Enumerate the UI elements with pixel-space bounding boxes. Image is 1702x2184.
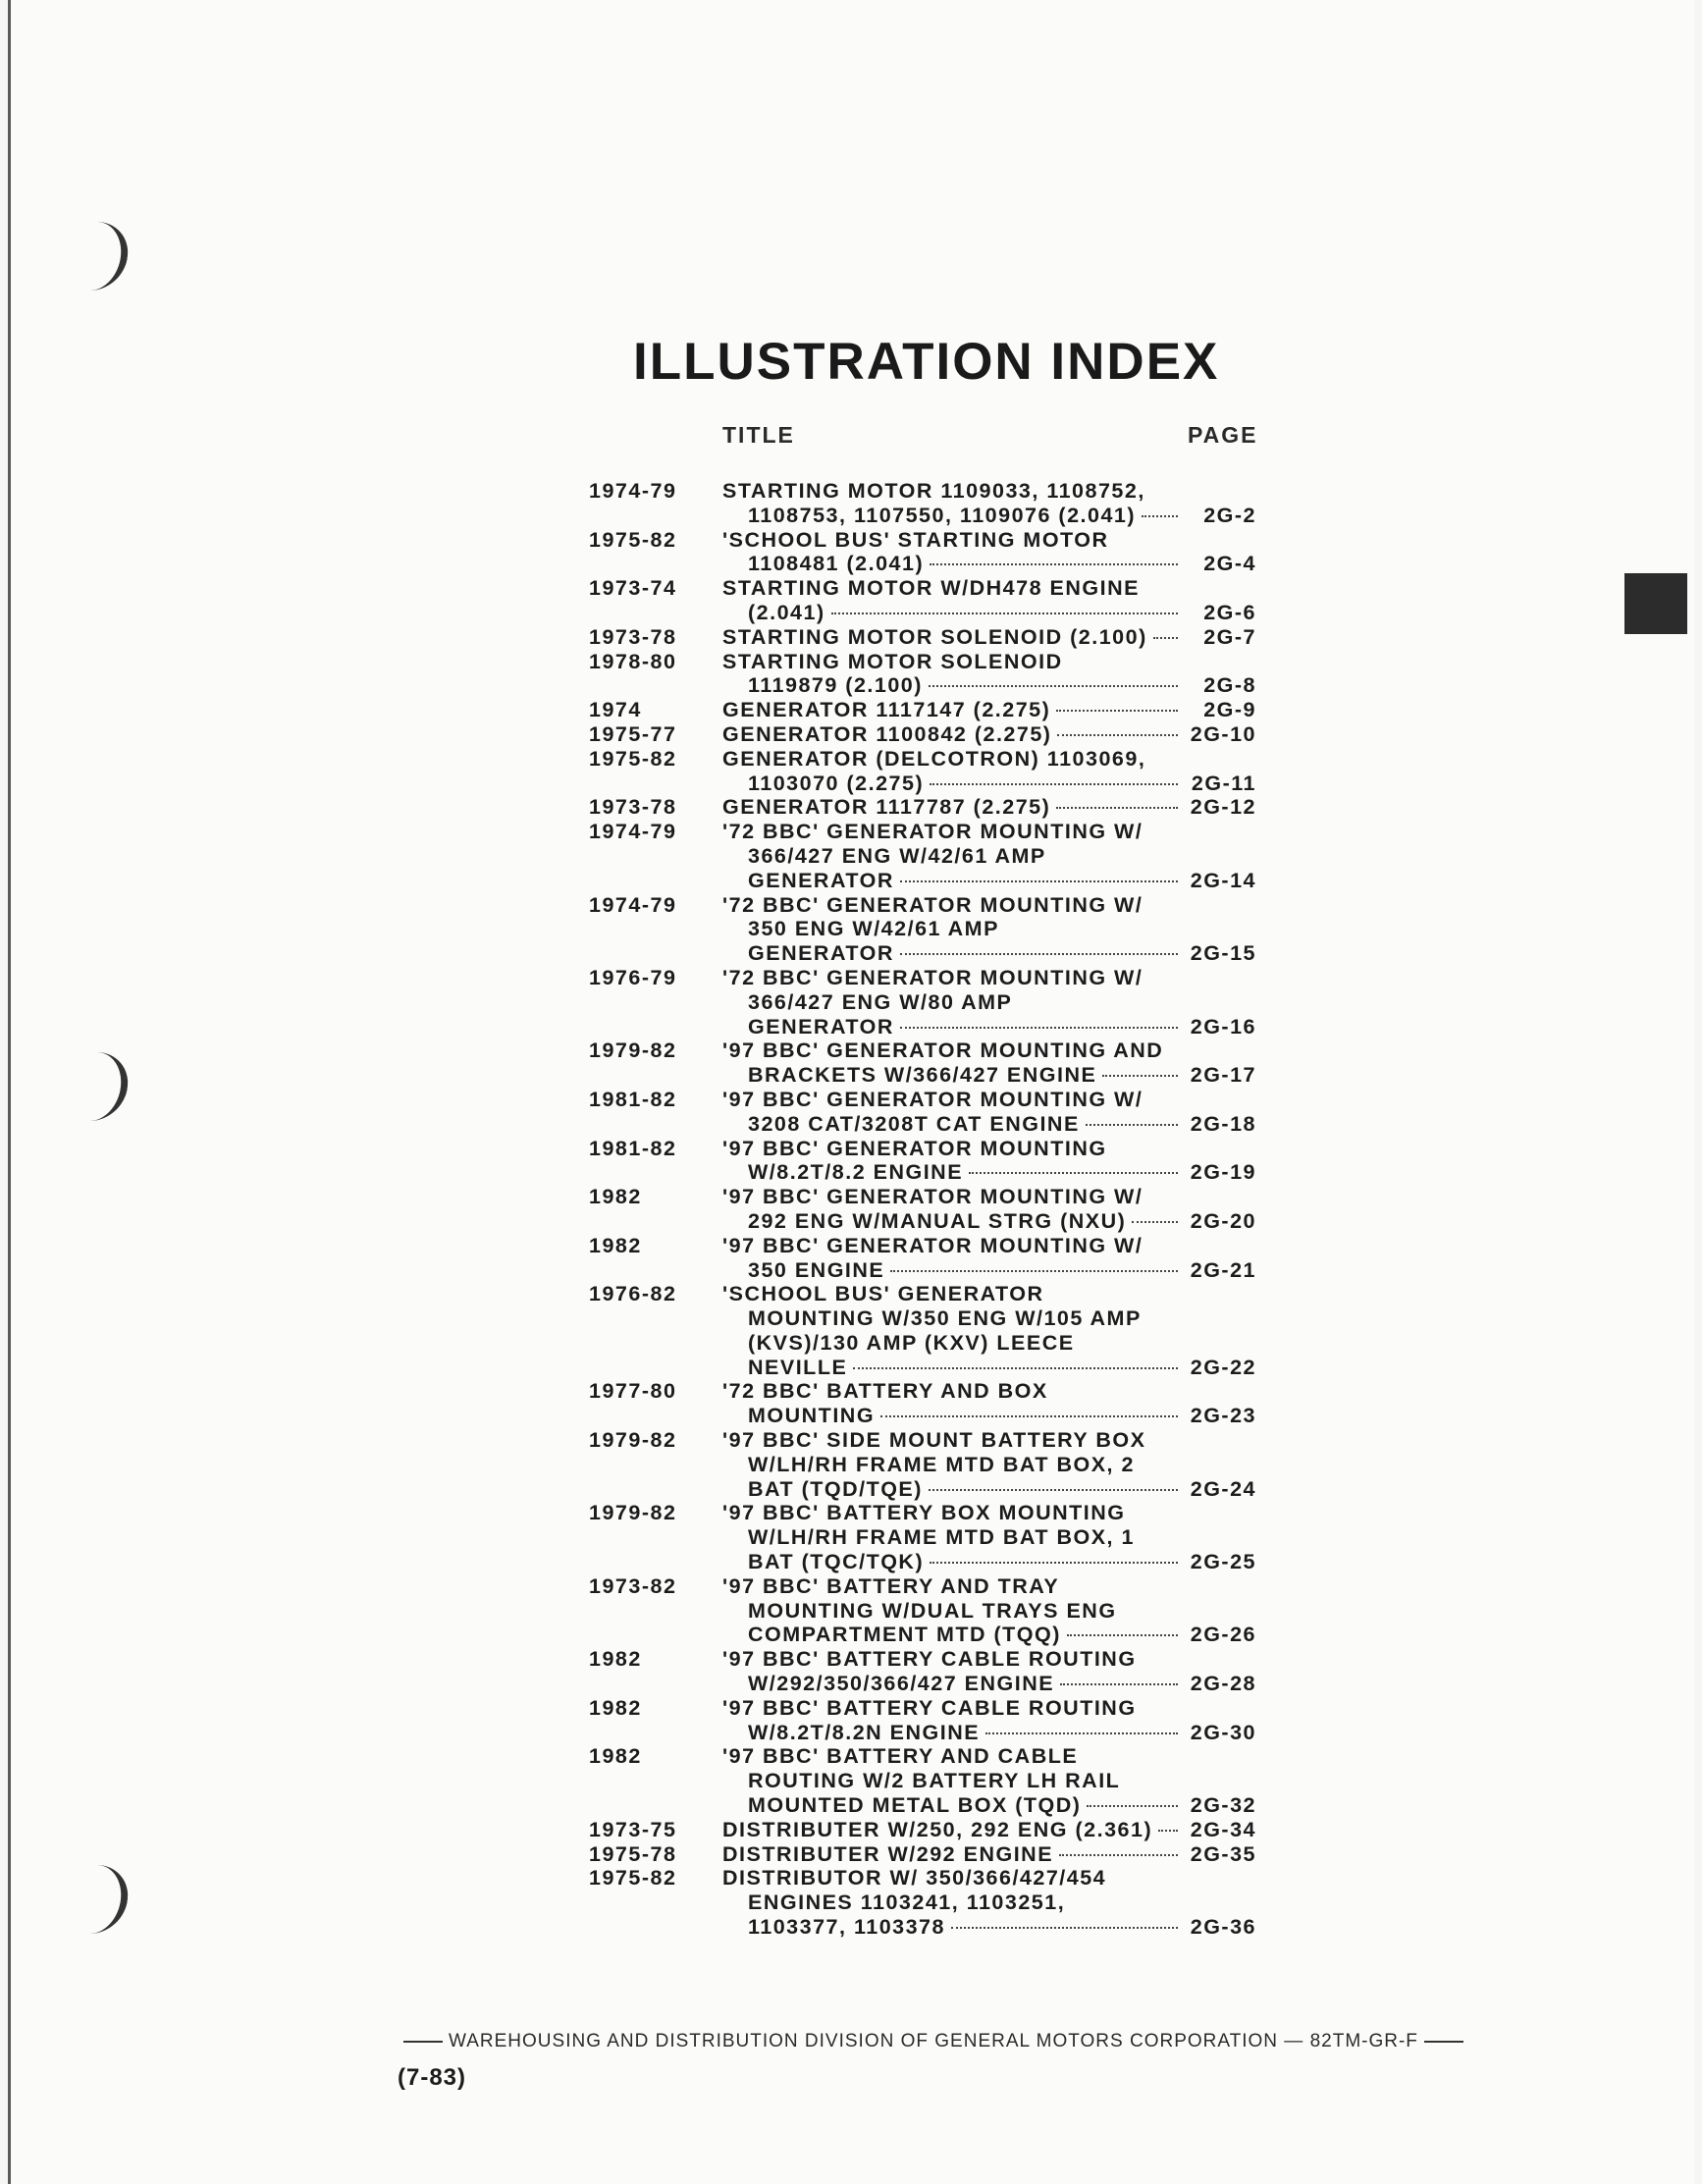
dot-leader xyxy=(1132,1221,1178,1223)
dot-leader xyxy=(1057,734,1178,736)
entry-year: 1975-82 xyxy=(589,1866,677,1891)
index-entry xyxy=(589,893,1256,966)
punch-hole-mark xyxy=(78,1865,131,1934)
dot-leader xyxy=(969,1172,1178,1174)
dot-leader xyxy=(985,1732,1178,1734)
footer-text: WAREHOUSING AND DISTRIBUTION DIVISION OF GENERAL MOTORS CORPORATION — 82TM-GR-F xyxy=(449,2031,1418,2051)
revision-date: (7-83) xyxy=(398,2064,467,2091)
entry-line xyxy=(722,1623,1256,1647)
entry-description xyxy=(722,1696,1256,1745)
entry-title-text: W/8.2T/8.2N ENGINE xyxy=(748,1720,981,1744)
entry-page-number: 2G-23 xyxy=(1190,1404,1256,1428)
entry-title-text: MOUNTING W/350 ENG W/105 AMP xyxy=(748,1306,1142,1331)
entry-title-text: MOUNTING W/DUAL TRAYS ENG xyxy=(748,1598,1117,1623)
entry-line xyxy=(722,1088,1256,1112)
entry-description xyxy=(722,893,1256,966)
entry-title-text: GENERATOR 1117147 (2.275) xyxy=(722,698,1051,722)
entry-line xyxy=(722,869,1256,893)
entry-title-text: DISTRIBUTOR W/ 350/366/427/454 xyxy=(722,1866,1107,1891)
entry-line xyxy=(722,1574,1256,1599)
entry-page-number: 2G-25 xyxy=(1190,1550,1256,1574)
entry-title-text: BRACKETS W/366/427 ENGINE xyxy=(748,1063,1097,1088)
entry-title-text: W/LH/RH FRAME MTD BAT BOX, 1 xyxy=(748,1525,1135,1550)
dot-leader xyxy=(1060,1683,1178,1685)
entry-description xyxy=(722,1088,1256,1137)
entry-title-text: 3208 CAT/3208T CAT ENGINE xyxy=(748,1111,1080,1136)
entry-year: 1979-82 xyxy=(589,1501,677,1525)
entry-page-number: 2G-32 xyxy=(1190,1793,1256,1818)
entry-page-number: 2G-30 xyxy=(1190,1720,1256,1744)
entry-title-text: 350 ENG W/42/61 AMP xyxy=(748,917,999,941)
entry-year: 1973-78 xyxy=(589,795,677,820)
entry-title-text: GENERATOR xyxy=(748,868,894,892)
entry-title-text: MOUNTING xyxy=(748,1404,876,1428)
entry-line xyxy=(722,1525,1256,1550)
dot-leader xyxy=(951,1927,1178,1929)
entry-year: 1982 xyxy=(589,1185,642,1209)
dot-leader xyxy=(1158,1830,1178,1832)
entry-title-text: W/292/350/366/427 ENGINE xyxy=(748,1672,1055,1696)
index-entry xyxy=(589,1501,1256,1573)
index-entry xyxy=(589,1818,1256,1842)
entry-line xyxy=(722,747,1256,772)
entry-line xyxy=(722,1039,1256,1063)
index-entry xyxy=(589,1039,1256,1088)
entry-line xyxy=(722,1769,1256,1793)
index-list xyxy=(589,479,1256,1940)
entry-description xyxy=(722,1379,1256,1428)
entry-line xyxy=(722,722,1256,747)
entry-description xyxy=(722,1647,1256,1696)
entry-title-text: '72 BBC' GENERATOR MOUNTING W/ xyxy=(722,820,1144,844)
entry-line xyxy=(722,1550,1256,1574)
entry-title-text: COMPARTMENT MTD (TQQ) xyxy=(748,1623,1061,1647)
entry-page-number: 2G-22 xyxy=(1190,1355,1256,1379)
index-entry xyxy=(589,795,1256,820)
entry-title-text: 350 ENGINE xyxy=(748,1257,885,1282)
entry-description xyxy=(722,966,1256,1039)
index-entry xyxy=(589,576,1256,625)
entry-line xyxy=(722,1915,1256,1940)
entry-line xyxy=(722,698,1256,722)
entry-description xyxy=(722,1282,1256,1379)
entry-title-text: '97 BBC' BATTERY AND TRAY xyxy=(722,1573,1060,1598)
entry-title-text: NEVILLE xyxy=(748,1355,848,1379)
entry-description xyxy=(722,1842,1256,1867)
entry-line xyxy=(722,1696,1256,1721)
entry-title-text: GENERATOR xyxy=(748,1014,894,1039)
dot-leader xyxy=(1056,807,1178,809)
entry-year: 1982 xyxy=(589,1744,642,1769)
entry-year: 1979-82 xyxy=(589,1428,677,1453)
entry-line xyxy=(722,1866,1256,1891)
entry-description xyxy=(722,722,1256,747)
entry-page-number: 2G-9 xyxy=(1203,698,1256,722)
entry-line xyxy=(722,1818,1256,1842)
entry-year: 1973-78 xyxy=(589,624,677,649)
entry-page-number: 2G-17 xyxy=(1190,1063,1256,1088)
entry-line xyxy=(722,990,1256,1015)
entry-description xyxy=(722,698,1256,722)
entry-page-number: 2G-28 xyxy=(1190,1672,1256,1696)
entry-title-text: STARTING MOTOR SOLENOID xyxy=(722,649,1063,673)
entry-year: 1974-79 xyxy=(589,892,677,917)
index-entry xyxy=(589,650,1256,699)
entry-title-text: 366/427 ENG W/80 AMP xyxy=(748,989,1013,1014)
index-entry xyxy=(589,1842,1256,1867)
entry-page-number: 2G-11 xyxy=(1191,771,1256,795)
column-header-title: TITLE xyxy=(722,422,795,448)
entry-title-text: '97 BBC' BATTERY BOX MOUNTING xyxy=(722,1501,1126,1525)
entry-title-text: '72 BBC' GENERATOR MOUNTING W/ xyxy=(722,965,1144,989)
entry-title-text: 'SCHOOL BUS' STARTING MOTOR xyxy=(722,527,1109,552)
footer-rule xyxy=(403,2041,443,2043)
index-entry xyxy=(589,1696,1256,1745)
entry-line xyxy=(722,1356,1256,1380)
punch-hole-mark xyxy=(78,1052,131,1121)
entry-description xyxy=(722,1185,1256,1234)
entry-description xyxy=(722,650,1256,699)
entry-description xyxy=(722,1866,1256,1939)
entry-line xyxy=(722,1744,1256,1769)
entry-title-text: STARTING MOTOR 1109033, 1108752, xyxy=(722,479,1145,503)
entry-year: 1974-79 xyxy=(589,479,677,503)
dot-leader xyxy=(1086,1124,1178,1126)
entry-title-text: '97 BBC' BATTERY AND CABLE xyxy=(722,1744,1079,1769)
entry-line xyxy=(722,1379,1256,1404)
entry-line xyxy=(722,1891,1256,1915)
entry-line xyxy=(722,1137,1256,1161)
entry-line xyxy=(722,893,1256,918)
index-entry xyxy=(589,1428,1256,1501)
entry-line xyxy=(722,844,1256,869)
entry-description xyxy=(722,1428,1256,1501)
entry-year: 1974-79 xyxy=(589,820,677,844)
entry-title-text: 1103377, 1103378 xyxy=(748,1915,945,1940)
entry-page-number: 2G-10 xyxy=(1190,721,1256,746)
entry-title-text: GENERATOR xyxy=(748,941,894,966)
entry-line xyxy=(722,1428,1256,1453)
index-entry xyxy=(589,1137,1256,1186)
entry-year: 1975-77 xyxy=(589,721,677,746)
entry-title-text: ENGINES 1103241, 1103251, xyxy=(748,1891,1066,1915)
entry-title-text: STARTING MOTOR SOLENOID (2.100) xyxy=(722,624,1147,649)
index-entry xyxy=(589,820,1256,892)
index-entry xyxy=(589,1379,1256,1428)
entry-line xyxy=(722,1842,1256,1867)
entry-description xyxy=(722,576,1256,625)
entry-title-text: BAT (TQC/TQK) xyxy=(748,1550,925,1574)
entry-title-text: STARTING MOTOR W/DH478 ENGINE xyxy=(722,576,1140,601)
entry-year: 1982 xyxy=(589,1233,642,1257)
entry-line xyxy=(722,1234,1256,1258)
entry-page-number: 2G-24 xyxy=(1190,1476,1256,1501)
entry-title-text: W/8.2T/8.2 ENGINE xyxy=(748,1160,964,1185)
entry-page-number: 2G-2 xyxy=(1203,503,1256,527)
entry-line xyxy=(722,941,1256,966)
entry-line xyxy=(722,1112,1256,1137)
index-entry xyxy=(589,1647,1256,1696)
entry-line xyxy=(722,528,1256,553)
entry-title-text: BAT (TQD/TQE) xyxy=(748,1476,923,1501)
page-title: ILLUSTRATION INDEX xyxy=(633,333,1220,391)
entry-line xyxy=(722,772,1256,796)
index-entry xyxy=(589,1185,1256,1234)
entry-line xyxy=(722,1672,1256,1696)
entry-line xyxy=(722,1015,1256,1039)
dot-leader xyxy=(929,1489,1178,1491)
entry-line xyxy=(722,552,1256,576)
entry-title-text: '97 BBC' GENERATOR MOUNTING W/ xyxy=(722,1233,1144,1257)
entry-line xyxy=(722,1647,1256,1672)
entry-page-number: 2G-34 xyxy=(1190,1817,1256,1841)
column-header-page: PAGE xyxy=(1188,422,1258,448)
entry-line xyxy=(722,1477,1256,1502)
entry-year: 1976-79 xyxy=(589,965,677,989)
entry-page-number: 2G-15 xyxy=(1190,941,1256,966)
index-entry xyxy=(589,747,1256,796)
dot-leader xyxy=(1087,1805,1178,1807)
footer-rule xyxy=(1424,2041,1463,2043)
entry-year: 1976-82 xyxy=(589,1282,677,1306)
index-entry xyxy=(589,966,1256,1039)
dot-leader xyxy=(900,880,1178,882)
entry-line xyxy=(722,1282,1256,1306)
entry-year: 1981-82 xyxy=(589,1087,677,1111)
entry-year: 1979-82 xyxy=(589,1039,677,1063)
entry-line xyxy=(722,917,1256,941)
entry-title-text: (2.041) xyxy=(748,600,825,624)
entry-line xyxy=(722,625,1256,650)
dot-leader xyxy=(831,613,1178,614)
entry-year: 1975-78 xyxy=(589,1841,677,1866)
entry-line xyxy=(722,650,1256,674)
entry-line xyxy=(722,576,1256,601)
entry-year: 1981-82 xyxy=(589,1136,677,1160)
entry-description xyxy=(722,625,1256,650)
entry-title-text: 1119879 (2.100) xyxy=(748,673,923,698)
entry-line xyxy=(722,1501,1256,1525)
entry-description xyxy=(722,1234,1256,1283)
entry-description xyxy=(722,528,1256,577)
entry-page-number: 2G-36 xyxy=(1190,1915,1256,1940)
entry-title-text: 1108481 (2.041) xyxy=(748,552,925,576)
entry-title-text: 292 ENG W/MANUAL STRG (NXU) xyxy=(748,1208,1127,1233)
entry-description xyxy=(722,479,1256,528)
entry-title-text: MOUNTED METAL BOX (TQD) xyxy=(748,1793,1082,1818)
entry-page-number: 2G-19 xyxy=(1190,1160,1256,1185)
index-entry xyxy=(589,722,1256,747)
entry-title-text: 'SCHOOL BUS' GENERATOR xyxy=(722,1282,1044,1306)
entry-year: 1975-82 xyxy=(589,746,677,771)
entry-title-text: '97 BBC' BATTERY CABLE ROUTING xyxy=(722,1647,1137,1672)
entry-line xyxy=(722,1599,1256,1624)
entry-title-text: '97 BBC' GENERATOR MOUNTING xyxy=(722,1136,1107,1160)
entry-page-number: 2G-8 xyxy=(1203,673,1256,698)
dot-leader xyxy=(930,563,1178,565)
index-entry xyxy=(589,1744,1256,1817)
entry-line xyxy=(722,1721,1256,1745)
index-entry xyxy=(589,1088,1256,1137)
entry-page-number: 2G-4 xyxy=(1203,552,1256,576)
entry-title-text: '97 BBC' BATTERY CABLE ROUTING xyxy=(722,1695,1137,1720)
entry-line xyxy=(722,1306,1256,1331)
entry-description xyxy=(722,1039,1256,1088)
entry-title-text: '97 BBC' GENERATOR MOUNTING W/ xyxy=(722,1185,1144,1209)
dot-leader xyxy=(853,1367,1178,1369)
index-entry xyxy=(589,1234,1256,1283)
entry-description xyxy=(722,1137,1256,1186)
dot-leader xyxy=(890,1270,1178,1272)
entry-line xyxy=(722,966,1256,990)
entry-year: 1977-80 xyxy=(589,1379,677,1404)
entry-page-number: 2G-7 xyxy=(1203,624,1256,649)
entry-title-text: GENERATOR 1117787 (2.275) xyxy=(722,795,1051,820)
dot-leader xyxy=(1153,637,1178,639)
entry-year: 1982 xyxy=(589,1695,642,1720)
dot-leader xyxy=(1142,515,1178,517)
entry-title-text: 366/427 ENG W/42/61 AMP xyxy=(748,843,1046,868)
entry-page-number: 2G-18 xyxy=(1190,1111,1256,1136)
index-entry xyxy=(589,1282,1256,1379)
entry-line xyxy=(722,479,1256,504)
entry-title-text: '72 BBC' BATTERY AND BOX xyxy=(722,1379,1048,1404)
entry-line xyxy=(722,795,1256,820)
dot-leader xyxy=(900,953,1178,955)
index-entry xyxy=(589,698,1256,722)
entry-year: 1973-75 xyxy=(589,1817,677,1841)
entry-year: 1982 xyxy=(589,1647,642,1672)
entry-title-text: 1108753, 1107550, 1109076 (2.041) xyxy=(748,503,1137,527)
entry-title-text: '97 BBC' GENERATOR MOUNTING AND xyxy=(722,1039,1164,1063)
entry-page-number: 2G-35 xyxy=(1190,1841,1256,1866)
entry-line xyxy=(722,1793,1256,1818)
entry-page-number: 2G-12 xyxy=(1190,795,1256,820)
entry-line xyxy=(722,1331,1256,1356)
entry-title-text: '97 BBC' GENERATOR MOUNTING W/ xyxy=(722,1087,1144,1111)
dot-leader xyxy=(930,783,1178,785)
dot-leader xyxy=(880,1415,1178,1417)
index-entry xyxy=(589,1866,1256,1939)
entry-description xyxy=(722,795,1256,820)
entry-line xyxy=(722,1185,1256,1209)
entry-year: 1975-82 xyxy=(589,527,677,552)
index-entry xyxy=(589,625,1256,650)
index-entry xyxy=(589,528,1256,577)
entry-title-text: ROUTING W/2 BATTERY LH RAIL xyxy=(748,1769,1121,1793)
entry-title-text: (KVS)/130 AMP (KXV) LEECE xyxy=(748,1330,1075,1355)
entry-line xyxy=(722,1258,1256,1283)
entry-year: 1973-82 xyxy=(589,1573,677,1598)
entry-page-number: 2G-6 xyxy=(1203,600,1256,624)
entry-line xyxy=(722,601,1256,625)
dot-leader xyxy=(900,1027,1178,1029)
dot-leader xyxy=(930,1562,1178,1564)
entry-line xyxy=(722,504,1256,528)
entry-title-text: '97 BBC' SIDE MOUNT BATTERY BOX xyxy=(722,1428,1146,1453)
entry-line xyxy=(722,1209,1256,1234)
entry-line xyxy=(722,1453,1256,1477)
entry-page-number: 2G-21 xyxy=(1190,1257,1256,1282)
entry-year: 1978-80 xyxy=(589,649,677,673)
entry-description xyxy=(722,1574,1256,1647)
entry-page-number: 2G-14 xyxy=(1190,868,1256,892)
entry-title-text: GENERATOR 1100842 (2.275) xyxy=(722,721,1052,746)
entry-description xyxy=(722,1818,1256,1842)
entry-title-text: '72 BBC' GENERATOR MOUNTING W/ xyxy=(722,892,1144,917)
entry-year: 1973-74 xyxy=(589,576,677,601)
dot-leader xyxy=(1067,1634,1178,1636)
entry-description xyxy=(722,747,1256,796)
index-entry xyxy=(589,479,1256,528)
dot-leader xyxy=(929,685,1178,687)
dot-leader xyxy=(1056,710,1178,712)
dot-leader xyxy=(1059,1854,1178,1856)
section-tab-marker xyxy=(1624,573,1687,634)
entry-description xyxy=(722,1501,1256,1573)
footer xyxy=(398,2031,1438,2052)
entry-line xyxy=(722,1160,1256,1185)
entry-line xyxy=(722,820,1256,844)
entry-line xyxy=(722,673,1256,698)
entry-title-text: 1103070 (2.275) xyxy=(748,771,925,795)
entry-title-text: W/LH/RH FRAME MTD BAT BOX, 2 xyxy=(748,1452,1135,1476)
index-entry xyxy=(589,1574,1256,1647)
entry-description xyxy=(722,820,1256,892)
entry-title-text: DISTRIBUTER W/250, 292 ENG (2.361) xyxy=(722,1817,1153,1841)
entry-description xyxy=(722,1744,1256,1817)
entry-year: 1974 xyxy=(589,698,642,722)
entry-line xyxy=(722,1404,1256,1428)
dot-leader xyxy=(1102,1075,1178,1077)
entry-title-text: DISTRIBUTER W/292 ENGINE xyxy=(722,1841,1054,1866)
entry-page-number: 2G-20 xyxy=(1190,1208,1256,1233)
entry-title-text: GENERATOR (DELCOTRON) 1103069, xyxy=(722,746,1146,771)
punch-hole-mark xyxy=(78,222,131,291)
entry-page-number: 2G-26 xyxy=(1190,1623,1256,1647)
entry-page-number: 2G-16 xyxy=(1190,1014,1256,1039)
entry-line xyxy=(722,1063,1256,1088)
